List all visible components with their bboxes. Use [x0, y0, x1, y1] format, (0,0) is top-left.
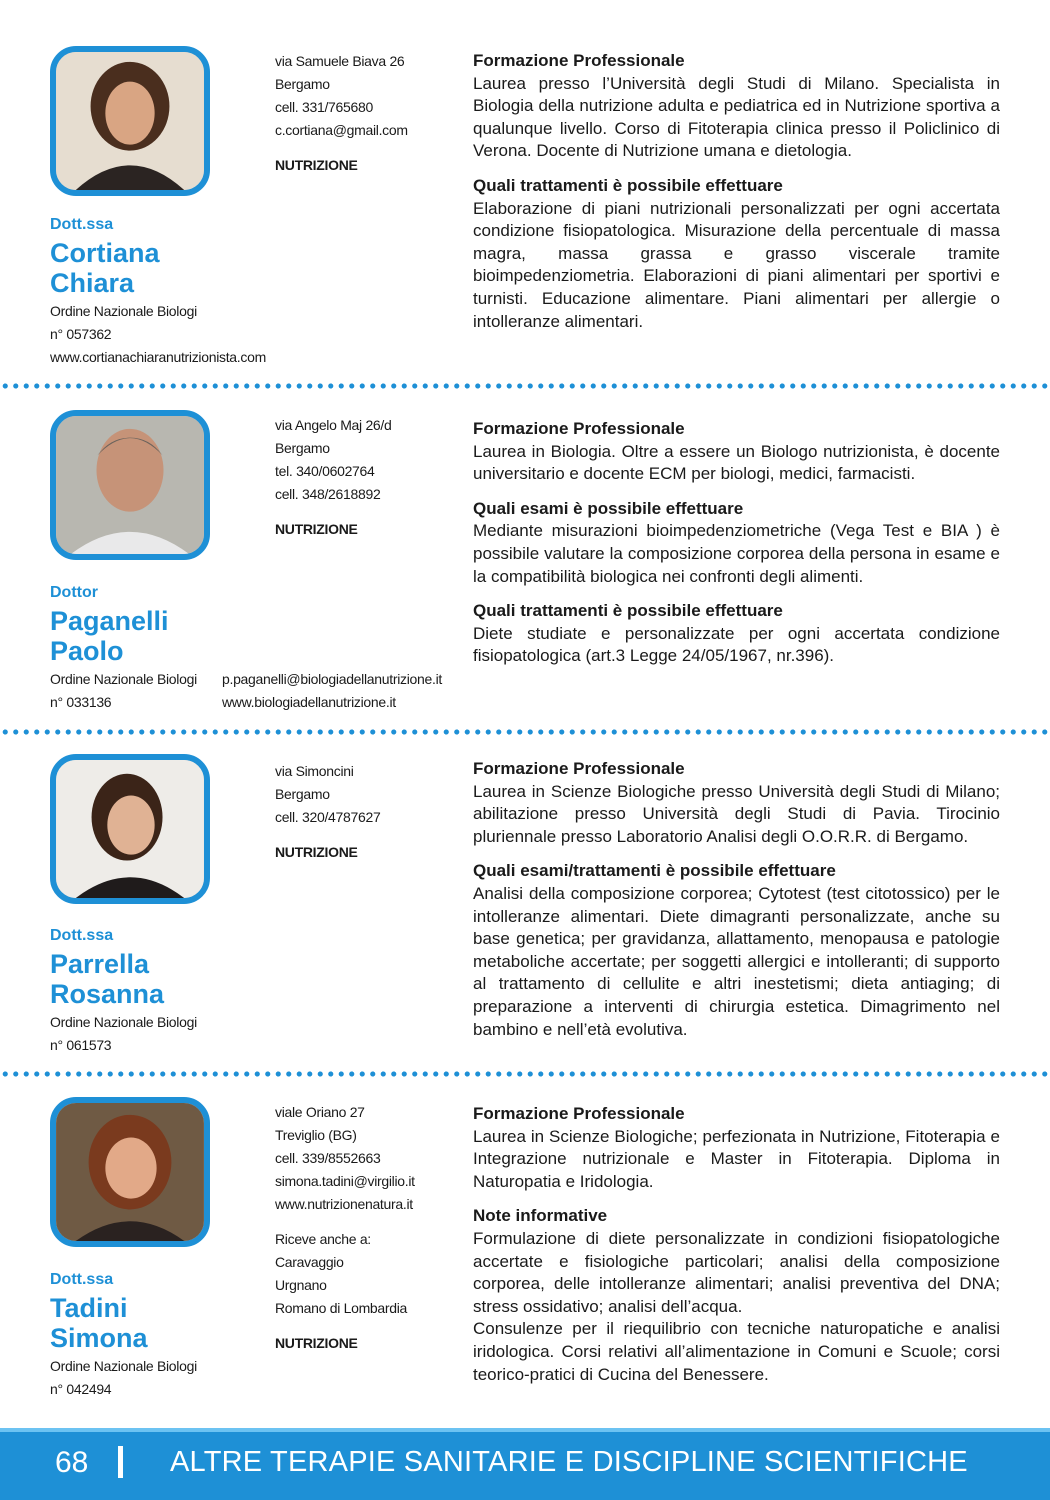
- specialty: NUTRIZIONE: [275, 157, 358, 173]
- firstname: Rosanna: [50, 979, 165, 1009]
- email-link[interactable]: p.paganelli@biologiadellanutrizione.it: [222, 671, 442, 687]
- surname: Cortiana: [50, 238, 160, 268]
- website-link[interactable]: www.biologiadellanutrizione.it: [222, 694, 396, 710]
- portrait-man-icon: [56, 416, 204, 554]
- surname: Paganelli: [50, 606, 169, 636]
- specialty: NUTRIZIONE: [275, 844, 358, 860]
- dotted-divider: [0, 1071, 1050, 1077]
- registry: Ordine Nazionale Biologi n° 042494: [50, 1358, 197, 1397]
- title: Dott.ssa: [50, 216, 114, 233]
- registry: Ordine Nazionale Biologi n° 061573: [50, 1014, 197, 1053]
- section-title: ALTRE TERAPIE SANITARIE E DISCIPLINE SCIENTIFICHE: [170, 1446, 968, 1478]
- portrait-photo: [50, 410, 210, 560]
- website-link[interactable]: www.cortianachiaranutrizionista.com: [50, 349, 266, 365]
- title: Dottor: [50, 584, 98, 601]
- dotted-divider: [0, 729, 1050, 735]
- footer-separator: [118, 1446, 123, 1478]
- portrait-photo: [50, 1097, 210, 1247]
- page-number: 68: [55, 1446, 89, 1479]
- surname: Tadini: [50, 1293, 128, 1323]
- contact-block: via Samuele Biava 26 Bergamo cell. 331/765680 c.cortiana@gmail.com NUTRIZIONE: [275, 50, 408, 177]
- firstname: Paolo: [50, 636, 124, 666]
- surname: Parrella: [50, 949, 150, 979]
- portrait-photo: [50, 46, 210, 196]
- dotted-divider: [0, 383, 1050, 389]
- firstname: Simona: [50, 1323, 148, 1353]
- firstname: Chiara: [50, 268, 135, 298]
- specialty: NUTRIZIONE: [275, 521, 358, 537]
- registry: Ordine Nazionale Biologi n° 033136: [50, 671, 197, 710]
- contact-block: via Simoncini Bergamo cell. 320/4787627 NUTRIZIONE: [275, 760, 380, 864]
- portrait-woman-icon: [56, 1103, 204, 1241]
- description: Formazione Professionale Laurea in Scienze Biologiche presso Università degli Studi di Milano; abilitazione presso Università degli Studi di Pavia. Tirocinio pluriennale presso Laboratorio Analisi degli O.O.R.R. di Bergamo. Quali esami/trattamenti è possibile effettuare Analisi della composizione corporea; Cytotest (test citotossico) per le intolleranze alimentari. Diete dimagranti personalizzate, anche su base genetica; per gravidanza, allattamento, menopausa e patologie metaboliche accertate; per soggetti allergici e intolleranti; di supporto al trattamento di cellulite e altri inestetismi; dieta antiaging; di preparazione a interventi di chirurgia estetica. Dimagrimento nel bambino e nell’età evolutiva.: [473, 759, 1000, 1039]
- email-link[interactable]: simona.tadini@virgilio.it: [275, 1173, 415, 1189]
- specialty: NUTRIZIONE: [275, 1335, 358, 1351]
- website-link[interactable]: www.nutrizionenatura.it: [275, 1196, 413, 1212]
- page-footer: [0, 1428, 1050, 1500]
- description: Formazione Professionale Laurea in Biologia. Oltre a essere un Biologo nutrizionista, è docente universitario e docente ECM per biologi, medici, farmacisti. Quali esami è possibile effettuare Mediante misurazioni bioimpedenziometriche (Vega Test e BIA ) è possibile valutare la composizione corporea della persona in esame e la compatibilità biologica nei confronti degli alimenti. Quali trattamenti è possibile effettuare Diete studiate e personalizzate per ogni accertata condizione fisiopatologica (art.3 Legge 24/05/1967, nr.396).: [473, 419, 1000, 666]
- contact-block: via Angelo Maj 26/d Bergamo tel. 340/0602764 cell. 348/2618892 NUTRIZIONE: [275, 414, 392, 541]
- portrait-photo: [50, 754, 210, 904]
- title: Dott.ssa: [50, 927, 114, 944]
- description: Formazione Professionale Laurea presso l’Università degli Studi di Milano. Specialista in Biologia della nutrizione adulta e pediatrica ed in Nutrizione sportiva a qualunque livello. Corso di Fitoterapia clinica presso il Policlinico di Verona. Docente di Nutrizione umana e dietologia. Quali trattamenti è possibile effettuare Elaborazione di piani nutrizionali personalizzati per ogni accertata condizione fisiopatologica. Misurazione della percentuale di massa magra, massa grassa e grasso viscerale tramite bioimpedenziometria. Elaborazioni di piani alimentari per sportivi e turnisti. Educazione alimentare. Piani alimentari per allergie o intolleranze alimentari.: [473, 51, 1000, 331]
- email-link[interactable]: c.cortiana@gmail.com: [275, 122, 408, 138]
- contact-block: viale Oriano 27 Treviglio (BG) cell. 339/8552663 simona.tadini@virgilio.it www.nutrizionenatura.it Riceve anche a: Caravaggio Urgnano Romano di Lombardia NUTRIZIONE: [275, 1101, 415, 1355]
- portrait-woman-icon: [56, 52, 204, 190]
- portrait-woman-icon: [56, 760, 204, 898]
- title: Dott.ssa: [50, 1271, 114, 1288]
- description: Formazione Professionale Laurea in Scienze Biologiche; perfezionata in Nutrizione, Fitoterapia e Integrazione nutrizionale e Master in Fitoterapia. Diploma in Naturopatia e Iridologia. Note informative Formulazione di diete personalizzate in condizioni fisiopatologiche accertate e fisiologiche particolari; analisi della composizione corporea, delle intolleranze alimentari; analisi preventiva del DNA; stress ossidativo; analisi dell’acqua. Consulenze per il riequilibrio con tecniche naturopatiche e analisi iridologica. Corsi relativi all’alimentazione in Comuni e Scuole; corsi teorico-pratici di Cucina del Benessere.: [473, 1104, 1000, 1384]
- registry: Ordine Nazionale Biologi n° 057362: [50, 303, 197, 342]
